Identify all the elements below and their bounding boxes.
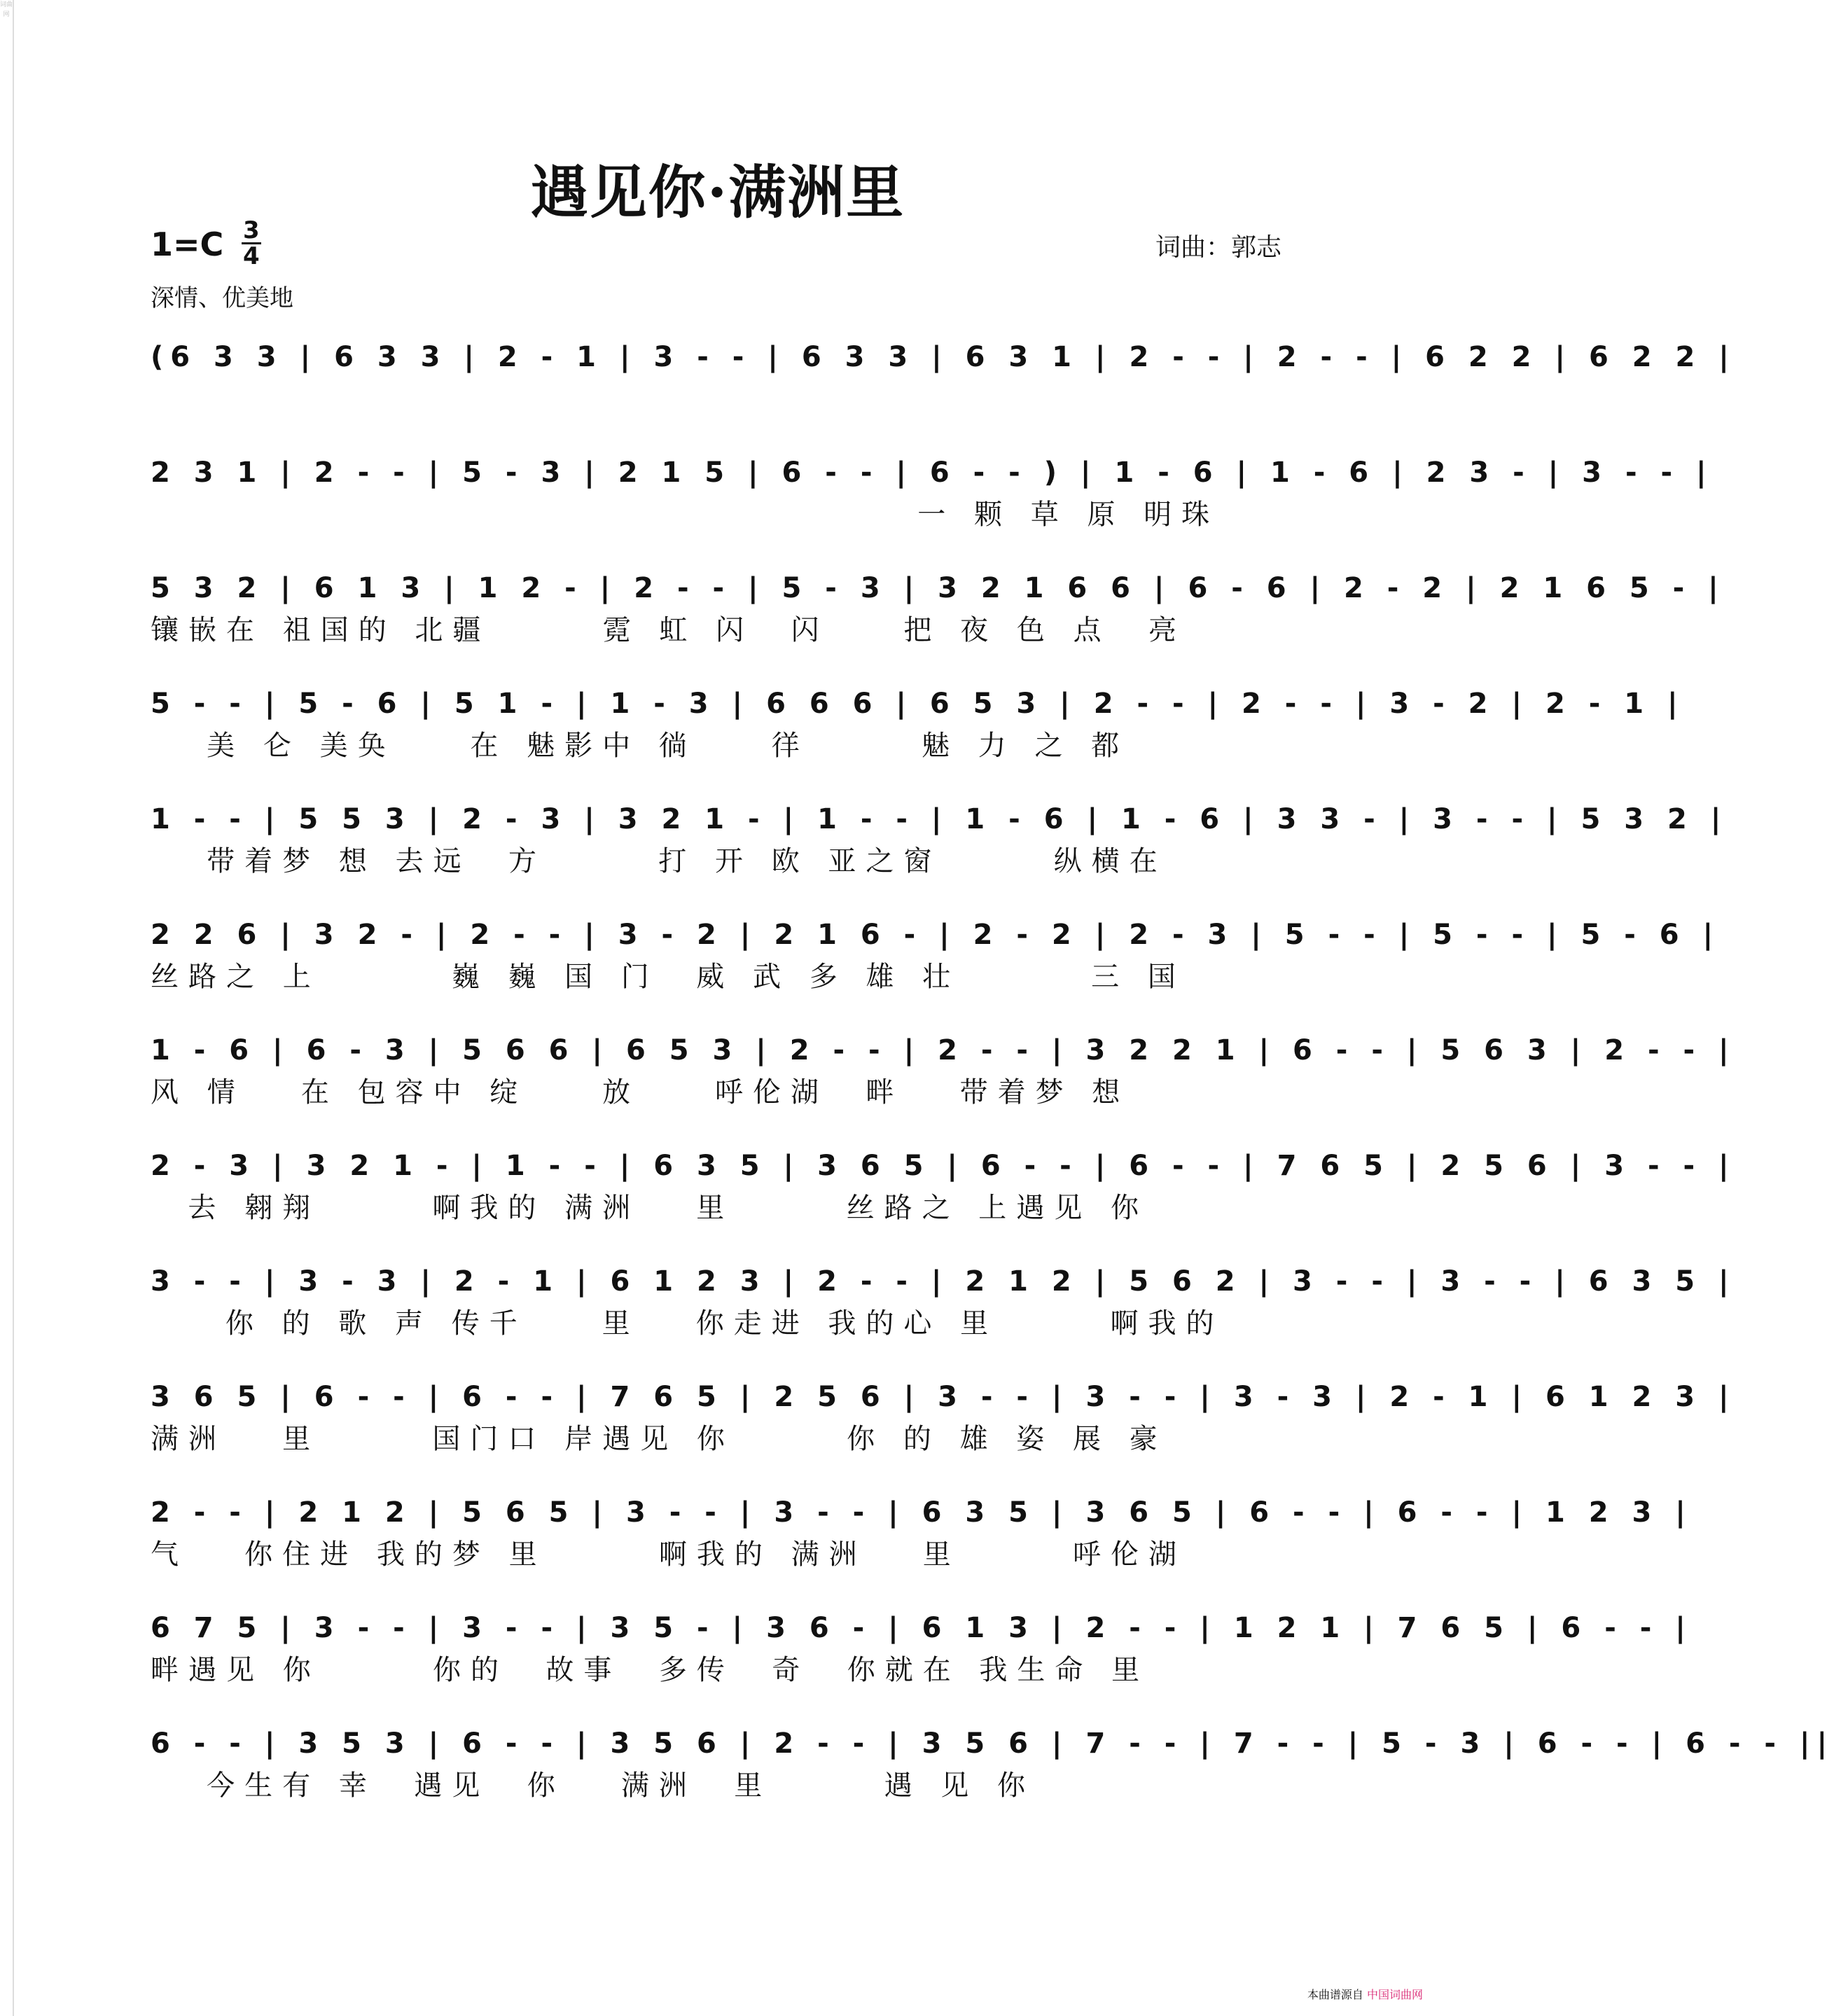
staff-system [151, 1029, 1736, 1113]
staff-system [151, 798, 1728, 882]
staff-system [151, 683, 1685, 767]
footer-source-label: 本曲谱源自 [1307, 1988, 1363, 2001]
lyrics-line: 畔遇见 你 你的 故事 多传 奇 你就在 我生命 里 [151, 1654, 1150, 1686]
staff-system [151, 1376, 1736, 1460]
footer-site-link[interactable]: 中国词曲网 [1366, 1988, 1423, 2001]
lyrics-line: 一 颗 草 原 明珠 [151, 499, 1220, 531]
staff-system [151, 1492, 1693, 1576]
lyrics-line: 去 翱翔 啊我的 满洲 里 丝路之 上遇见 你 [151, 1192, 1149, 1224]
lyrics-line: 丝路之 上 巍 巍 国 门 威 武 多 雄 壮 三 国 [151, 961, 1186, 993]
lyrics-line: 气 你住进 我的梦 里 啊我的 满洲 里 呼伦湖 [151, 1538, 1187, 1571]
staff-system [151, 1145, 1736, 1229]
lyrics-line: 今生有 幸 遇见 你 满洲 里 遇 见 你 [151, 1770, 1036, 1802]
key-signature: 1=C [151, 225, 224, 263]
lyrics-line: 满洲 里 国门口 岸遇见 你 你 的 雄 姿 展 豪 [151, 1423, 1167, 1455]
footer-source [1307, 1986, 1423, 2002]
lyrics-line: 带着梦 想 去远 方 打 开 欧 亚之窗 纵横在 [151, 845, 1167, 877]
lyrics-line: 美 仑 美奂 在 魅影中 徜 徉 魅 力 之 都 [151, 730, 1130, 762]
notes-line: 1 - 6 | 6 - 3 | 5 6 6 | 6 5 3 | 2 - - | 2 - - | 3 2 2 1 | 6 - - | 5 6 3 | 2 - - | [151, 1034, 1736, 1066]
notes-line: 1 - - | 5 5 3 | 2 - 3 | 3 2 1 - | 1 - - | 1 - 6 | 1 - 6 | 3 3 - | 3 - - | 5 3 2 | [151, 803, 1728, 835]
notes-line: 2 - 3 | 3 2 1 - | 1 - - | 6 3 5 | 3 6 5 | 6 - - | 6 - - | 7 6 5 | 2 5 6 | 3 - - | [151, 1150, 1736, 1182]
notes-line: 3 6 5 | 6 - - | 6 - - | 7 6 5 | 2 5 6 | 3 - - | 3 - - | 3 - 3 | 2 - 1 | 6 1 2 3 | [151, 1381, 1736, 1413]
time-signature-top: 3 [243, 216, 260, 244]
notes-line: (6 3 3 | 6 3 3 | 2 - 1 | 3 - - | 6 3 3 | 6 3 1 | 2 - - | 2 - - | 6 2 2 | 6 2 2 | [151, 341, 1736, 373]
staff-system [151, 336, 1736, 420]
notes-line: 6 - - | 3 5 3 | 6 - - | 3 5 6 | 2 - - | 3 5 6 | 7 - - | 7 - - | 5 - 3 | 6 - - | 6 - - || [151, 1727, 1834, 1760]
credit: 词曲：郭志 [1155, 233, 1281, 262]
lyrics-line [151, 378, 1288, 420]
notes-line: 2 - - | 2 1 2 | 5 6 5 | 3 - - | 3 - - | 6 3 5 | 3 6 5 | 6 - - | 6 - - | 1 2 3 | [151, 1496, 1693, 1529]
notes-line: 5 - - | 5 - 6 | 5 1 - | 1 - 3 | 6 6 6 | 6 5 3 | 2 - - | 2 - - | 3 - 2 | 2 - 1 | [151, 688, 1685, 720]
tempo-marking: 深情、优美地 [151, 284, 293, 312]
lyrics-line: 风 情 在 包容中 绽 放 呼伦湖 畔 带着梦 想 [151, 1076, 1130, 1108]
lyrics-line: 镶嵌在 祖国的 北疆 霓 虹 闪 闪 把 夜 色 点 亮 [151, 614, 1187, 646]
notes-line: 5 3 2 | 6 1 3 | 1 2 - | 2 - - | 5 - 3 | 3 2 1 6 6 | 6 - 6 | 2 - 2 | 2 1 6 5 - | [151, 572, 1725, 604]
staff-system [151, 567, 1725, 651]
side-watermark-text: 词曲网 [0, 1, 13, 18]
staff-system [151, 1723, 1834, 1807]
notes-line: 2 3 1 | 2 - - | 5 - 3 | 2 1 5 | 6 - - | 6 - - ) | 1 - 6 | 1 - 6 | 2 3 - | 3 - - | [151, 457, 1714, 489]
time-signature-bottom: 4 [243, 242, 260, 270]
page-title: 遇见你·满洲里 [530, 159, 905, 226]
staff-system [151, 1260, 1736, 1344]
staff-system [151, 914, 1721, 998]
staff-system [151, 452, 1714, 536]
side-watermark-strip [0, 0, 14, 2016]
notes-line: 2 2 6 | 3 2 - | 2 - - | 3 - 2 | 2 1 6 - | 2 - 2 | 2 - 3 | 5 - - | 5 - - | 5 - 6 | [151, 919, 1721, 951]
time-signature [242, 218, 261, 268]
notes-line: 3 - - | 3 - 3 | 2 - 1 | 6 1 2 3 | 2 - - | 2 1 2 | 5 6 2 | 3 - - | 3 - - | 6 3 5 | [151, 1265, 1736, 1298]
notes-line: 6 7 5 | 3 - - | 3 - - | 3 5 - | 3 6 - | 6 1 3 | 2 - - | 1 2 1 | 7 6 5 | 6 - - | [151, 1612, 1693, 1644]
lyrics-line: 你 的 歌 声 传千 里 你走进 我的心 里 啊我的 [151, 1307, 1224, 1340]
staff-system [151, 1607, 1693, 1691]
